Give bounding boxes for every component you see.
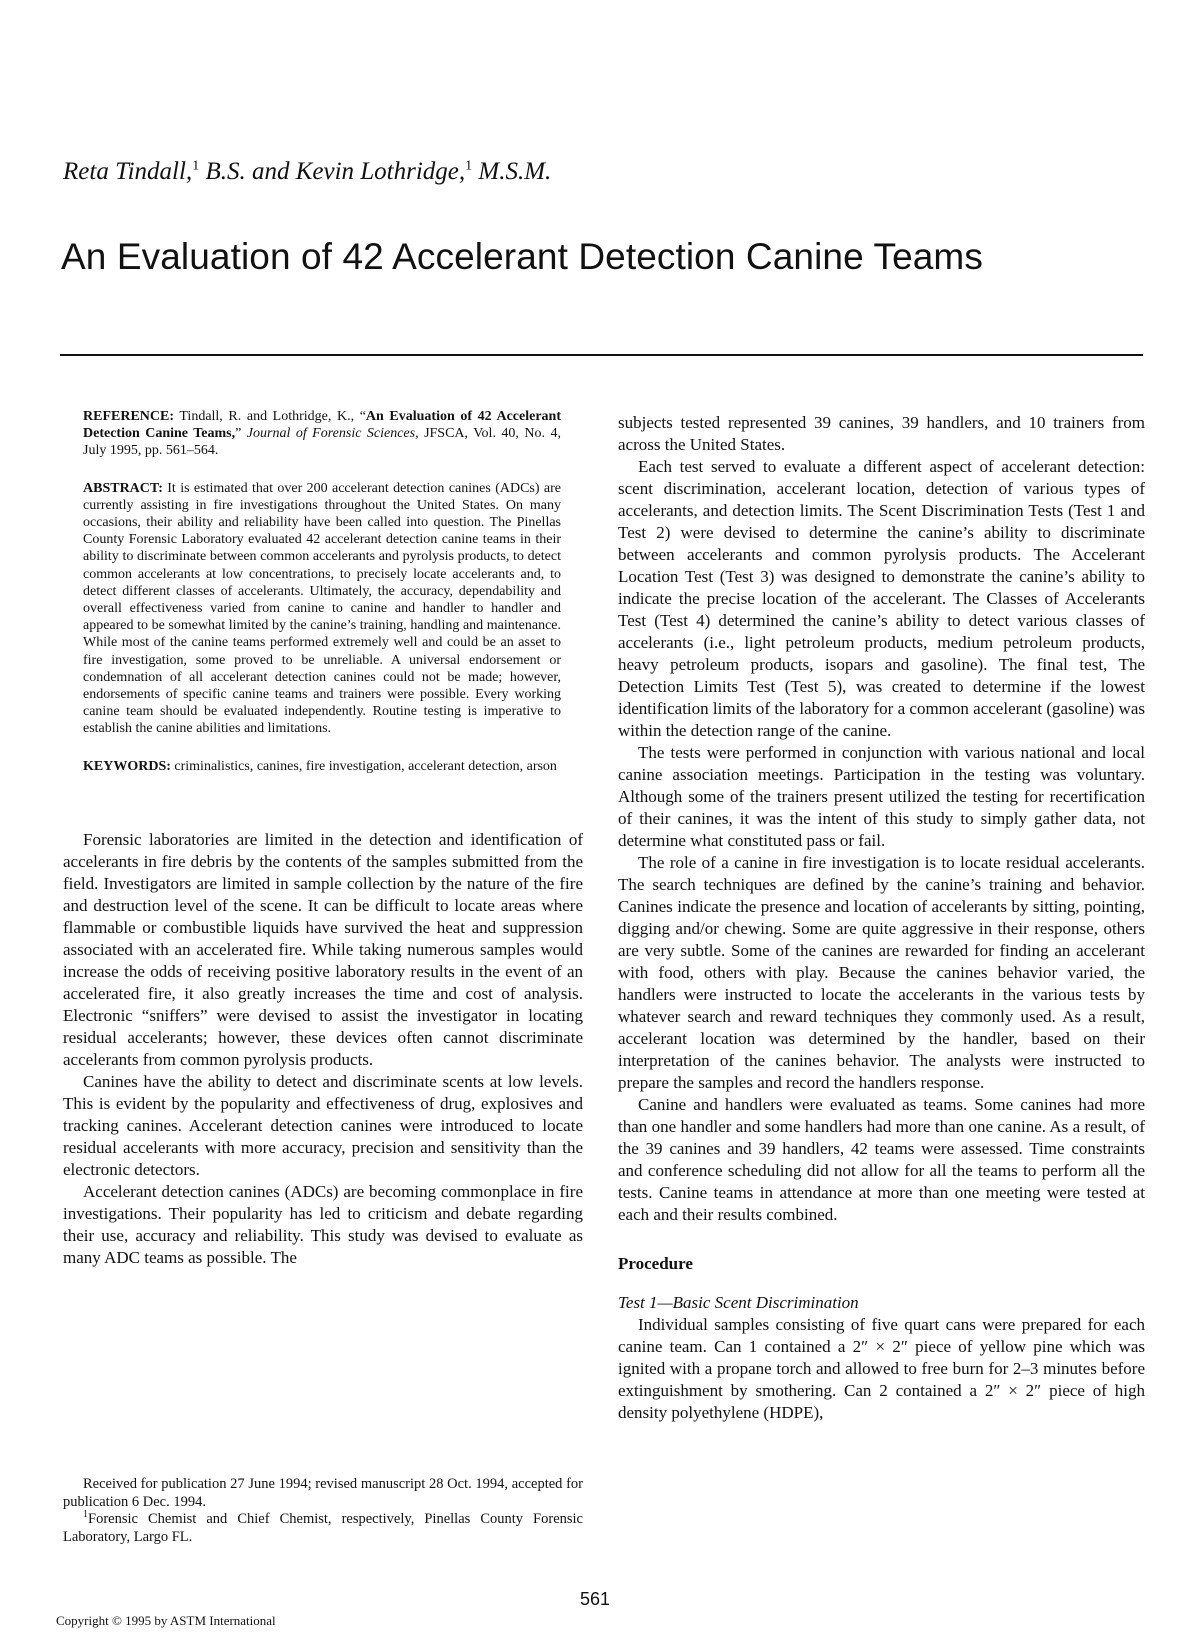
title-rule — [60, 354, 1143, 356]
reference-citation: JFSCA, Vol. 40, No. 4, July 1995, pp. 561–564. — [83, 426, 561, 459]
reference-authors: Tindall, R. and Lothridge, K., “ — [174, 409, 366, 424]
abstract-label: ABSTRACT: — [83, 480, 163, 496]
spacer — [83, 460, 561, 480]
affiliation-footnote — [63, 1511, 583, 1546]
author-2-degree: M.S.M. — [472, 158, 552, 185]
body-paragraph: Accelerant detection canines (ADCs) are becoming commonplace in fire investigations. Their popularity has led to criticism and debate regarding their use, accuracy and reliability. This study was devised to evaluate as many ADC teams as possible. The — [63, 1181, 583, 1267]
body-paragraph: Canine and handlers were evaluated as teams. Some canines had more than one handler and some handlers had more than one canine. As a result, of the 39 canines and 39 handlers, 42 teams were assessed. Time constraints and conference scheduling did not allow for all the teams to perform all the tests. Canine teams in attendance at more than one meeting were tested at each and their results combined. — [618, 1095, 1145, 1224]
left-column — [63, 408, 583, 1269]
body-paragraph: The tests were performed in conjunction with various national and local canine association meetings. Participation in the testing was voluntary. Although some of the trainers present utilized the testing for recertification of their canines, it was the intent of this study to simply gather data, not determine what constituted pass or fail. — [618, 743, 1145, 850]
procedure-heading: Procedure — [618, 1254, 693, 1273]
author-2-footnote-mark: 1 — [465, 158, 473, 174]
article-title: An Evaluation of 42 Accelerant Detection Canine Teams — [61, 236, 983, 277]
author-line — [63, 158, 551, 186]
body-paragraph: Forensic laboratories are limited in the detection and identification of accelerants in fire debris by the contents of the samples submitted from the field. Investigators are limited in sample collection by the nature of the fire and destruction level of the scene. It can be difficult to locate areas where flammable or combustible liquids have survived the heat and suppression associated with an accelerated fire. While taking numerous samples would increase the odds of receiving positive laboratory results in the event of an accelerated fire, it also greatly increases the time and cost of analysis. Electronic “sniffers” were devised to assist the investigator in locating residual accelerants; however, these devices often cannot discriminate accelerants from common pyrolysis products. — [63, 829, 583, 1069]
reference-paragraph — [83, 408, 561, 460]
author-1-footnote-mark: 1 — [192, 158, 200, 174]
copyright-notice: Copyright © 1995 by ASTM International — [56, 1613, 276, 1628]
author-1-name: Reta Tindall, — [63, 158, 193, 185]
received-footnote: Received for publication 27 June 1994; revised manuscript 28 Oct. 1994, accepted for publication 6 Dec. 1994. — [63, 1476, 583, 1510]
spacer — [83, 738, 561, 758]
right-body-text — [618, 412, 1145, 1424]
abstract-paragraph — [83, 480, 561, 738]
keywords-label: KEYWORDS: — [83, 758, 171, 774]
reference-journal: Journal of Forensic Sciences, — [246, 426, 419, 442]
abstract-text: It is estimated that over 200 accelerant detection canines (ADCs) are currently assisting in fire investigations throughout the United States. On many occasions, their ability and reliability have been called into question. The Pinellas County Forensic Laboratory evaluated 42 accelerant detection canine teams in their ability to discriminate between common accelerants and pyrolysis products, to detect common accelerants at low concentrations, to precisely locate accelerants and, to detect different classes of accelerants. Ultimately, the accuracy, dependability and overall effectiveness varied from canine to canine and handler to handler and appeared to be somewhat limited by the canine’s training, handling and maintenance. While most of the canine teams performed extremely well and could be an asset to fire investigation, some proved to be unreliable. A universal endorsement or condemnation of all accelerant detection canines could not be made; however, endorsements of specific canine teams and trainers were possible. Every working canine team should be evaluated independently. Routine testing is imperative to establish the canine abilities and limitations. — [83, 480, 561, 737]
footnotes — [63, 1476, 583, 1546]
continued-paragraph: subjects tested represented 39 canines, 39 handlers, and 10 trainers from across the United States. — [618, 413, 1145, 454]
body-paragraph: Each test served to evaluate a different aspect of accelerant detection: scent discrimination, accelerant location, detection of various types of accelerants, and detection limits. The Scent Discrimination Tests (Test 1 and Test 2) were devised to determine the canine’s ability to discriminate between accelerants and common pyrolysis products. The Accelerant Location Test (Test 3) was designed to demonstrate the canine’s ability to indicate the precise location of the accelerant. The Classes of Accelerants Test (Test 4) determined the canine’s ability to detect various classes of accelerants (i.e., light petroleum products, medium petroleum products, heavy petroleum products, isopars and gasoline). The final test, The Detection Limits Test (Test 5), was created to determine if the lowest identification limits of the laboratory for a common accelerant (gasoline) was within the detection range of the canine. — [618, 457, 1145, 740]
body-paragraph: Canines have the ability to detect and discriminate scents at low levels. This is evident by the popularity and effectiveness of drug, explosives and tracking canines. Accelerant detection canines were introduced to locate residual accelerants with more accuracy, precision and sensitivity than the electronic detectors. — [63, 1071, 583, 1179]
test-1-subheading: Test 1—Basic Scent Discrimination — [618, 1293, 859, 1312]
left-body-text — [63, 829, 583, 1269]
author-2-name: B.S. and Kevin Lothridge, — [199, 158, 466, 185]
abstract-block — [83, 408, 561, 775]
affiliation-mark: 1 — [83, 1509, 88, 1521]
page-number: 561 — [580, 1589, 611, 1609]
reference-quote: ” — [235, 426, 247, 442]
reference-label: REFERENCE: — [83, 409, 175, 424]
reference-title: An Evaluation of 42 Accelerant Detection Canine Teams, — [83, 409, 561, 442]
body-paragraph: Individual samples consisting of five quart cans were prepared for each canine team. Can 1 contained a 2″ × 2″ piece of yellow pine which was ignited with a propane torch and allowed to free burn for 2–3 minutes before extinguishment by smothering. Can 2 contained a 2″ × 2″ piece of high density polyethylene (HDPE), — [618, 1315, 1145, 1422]
keywords-paragraph — [83, 758, 561, 775]
keywords-text: criminalistics, canines, fire investigation, accelerant detection, arson — [170, 758, 557, 774]
body-paragraph: The role of a canine in fire investigation is to locate residual accelerants. The search techniques are defined by the canine’s training and behavior. Canines indicate the presence and location of accelerants by sitting, pointing, digging and/or chewing. Some are quite aggressive in their response, others are very subtle. Some of the canines are rewarded for finding an accelerant with food, others with play. Because the canines behavior varied, the handlers were instructed to locate the accelerants in the various tests by whatever search and reward techniques they commonly used. As a result, accelerant location was determined by the handler, based on their interpretation of the canines behavior. The analysts were instructed to prepare the samples and record the handlers response. — [618, 853, 1145, 1092]
right-column — [618, 412, 1145, 1424]
affiliation-text: Forensic Chemist and Chief Chemist, respectively, Pinellas County Forensic Laboratory, Largo FL. — [63, 1511, 583, 1545]
